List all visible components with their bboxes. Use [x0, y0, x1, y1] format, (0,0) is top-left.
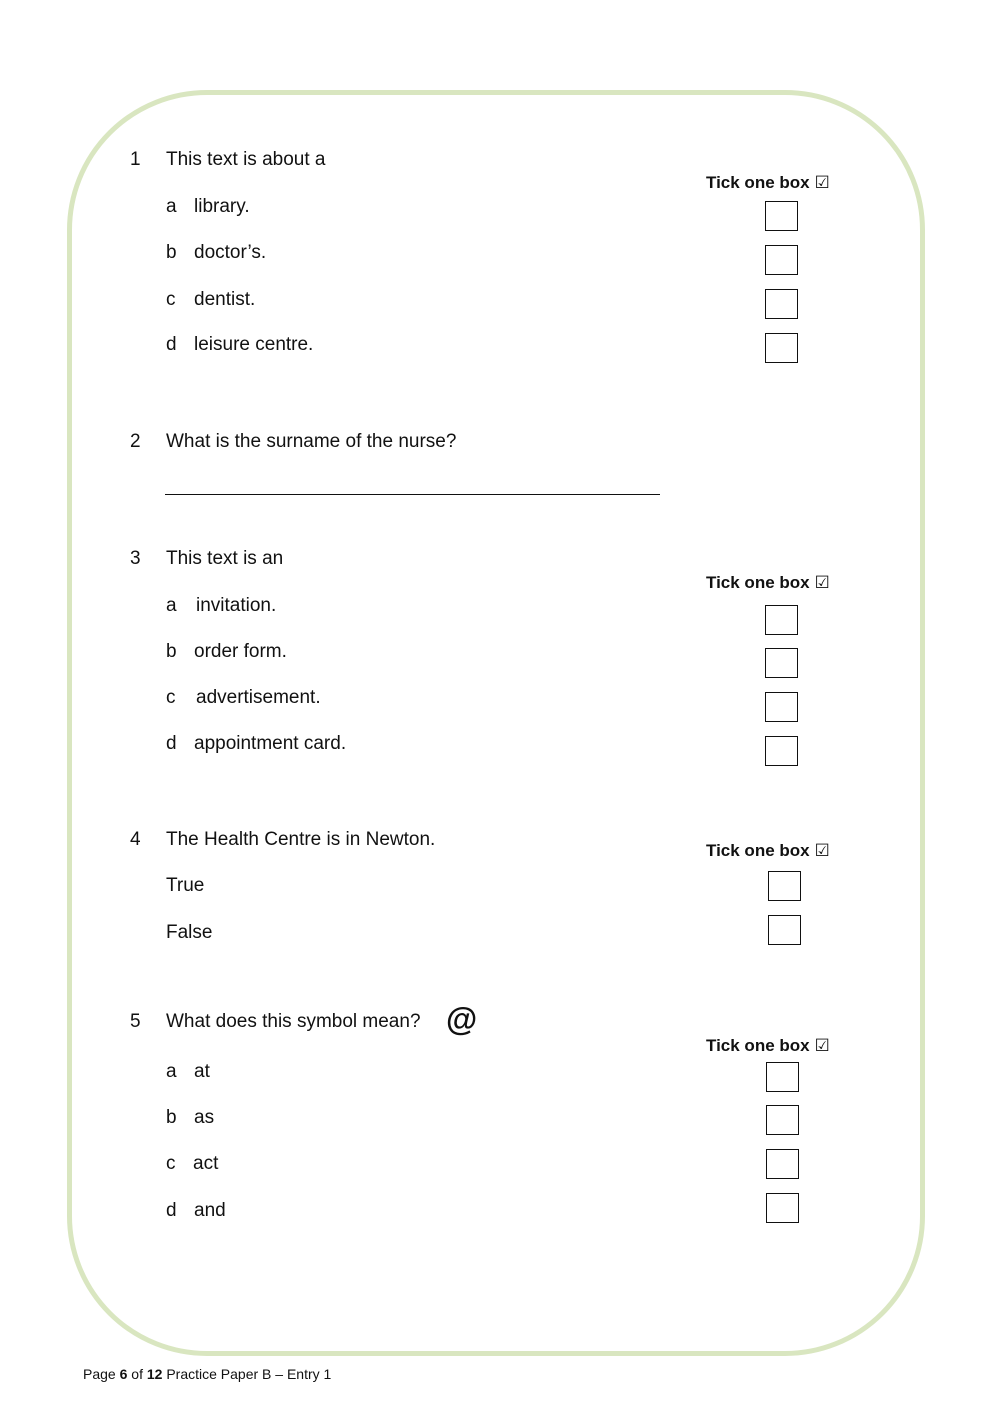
q5-option-c-text: act: [193, 1153, 219, 1174]
q3-option-d-letter: d: [166, 733, 177, 754]
at-symbol: @: [446, 1001, 478, 1037]
q2-number: 2: [130, 431, 141, 452]
q3-tick-header: Tick one box ☑: [706, 573, 830, 592]
paper-title: Practice Paper B – Entry 1: [166, 1366, 332, 1382]
q3-option-b-checkbox[interactable]: [765, 648, 798, 678]
q1-option-b-checkbox[interactable]: [765, 245, 798, 275]
q1-option-a-checkbox[interactable]: [765, 201, 798, 231]
checkbox-icon: ☑: [814, 173, 830, 192]
q3-option-c-letter: c: [166, 687, 176, 708]
q4-option-true-text: True: [166, 875, 205, 896]
q5-option-b-text: as: [194, 1107, 215, 1128]
q1-option-c-checkbox[interactable]: [765, 289, 798, 319]
q5-option-c-letter: c: [166, 1153, 176, 1174]
q5-option-d-checkbox[interactable]: [766, 1193, 799, 1223]
q3-option-a-text: invitation.: [196, 595, 277, 616]
current-page-number: 6: [119, 1366, 128, 1382]
q2-text: What is the surname of the nurse?: [166, 431, 457, 452]
q1-option-a-letter: a: [166, 196, 177, 217]
q4-option-false-text: False: [166, 922, 213, 943]
total-page-count: 12: [146, 1366, 163, 1382]
q1-option-d-text: leisure centre.: [194, 334, 314, 355]
checkbox-icon: ☑: [814, 1036, 830, 1055]
q5-option-a-text: at: [194, 1061, 210, 1082]
q4-number: 4: [130, 829, 141, 850]
q3-option-d-text: appointment card.: [194, 733, 347, 754]
q1-tick-header: Tick one box ☑: [706, 173, 830, 192]
q1-option-d-checkbox[interactable]: [765, 333, 798, 363]
q4-option-false-checkbox[interactable]: [768, 915, 801, 945]
q3-option-b-letter: b: [166, 641, 177, 662]
checkbox-icon: ☑: [814, 573, 830, 592]
q3-option-b-text: order form.: [194, 641, 287, 662]
q5-option-d-text: and: [194, 1200, 226, 1221]
q5-option-b-checkbox[interactable]: [766, 1105, 799, 1135]
q3-number: 3: [130, 548, 141, 569]
q1-option-c-text: dentist.: [194, 289, 256, 310]
q1-option-a-text: library.: [194, 196, 250, 217]
q5-option-a-letter: a: [166, 1061, 177, 1082]
q5-text: What does this symbol mean?: [166, 1011, 421, 1032]
q4-tick-header: Tick one box ☑: [706, 841, 830, 860]
q1-option-d-letter: d: [166, 334, 177, 355]
q3-option-c-text: advertisement.: [196, 687, 321, 708]
q5-option-a-checkbox[interactable]: [766, 1062, 799, 1092]
q4-option-true-checkbox[interactable]: [768, 871, 801, 901]
q3-option-a-checkbox[interactable]: [765, 605, 798, 635]
q5-option-c-checkbox[interactable]: [766, 1149, 799, 1179]
q3-text: This text is an: [166, 548, 284, 569]
q1-option-b-text: doctor’s.: [194, 242, 267, 263]
q1-text: This text is about a: [166, 149, 326, 170]
q2-answer-line[interactable]: [165, 494, 660, 495]
q3-option-c-checkbox[interactable]: [765, 692, 798, 722]
q5-number: 5: [130, 1011, 141, 1032]
q5-option-b-letter: b: [166, 1107, 177, 1128]
q1-option-c-letter: c: [166, 289, 176, 310]
q1-option-b-letter: b: [166, 242, 177, 263]
q4-text: The Health Centre is in Newton.: [166, 829, 436, 850]
checkbox-icon: ☑: [814, 841, 830, 860]
q1-number: 1: [130, 149, 141, 170]
q3-option-a-letter: a: [166, 595, 177, 616]
q5-option-d-letter: d: [166, 1200, 177, 1221]
q5-tick-header: Tick one box ☑: [706, 1036, 830, 1055]
page-footer: Page 6 of 12 Practice Paper B – Entry 1: [83, 1366, 332, 1382]
q3-option-d-checkbox[interactable]: [765, 736, 798, 766]
